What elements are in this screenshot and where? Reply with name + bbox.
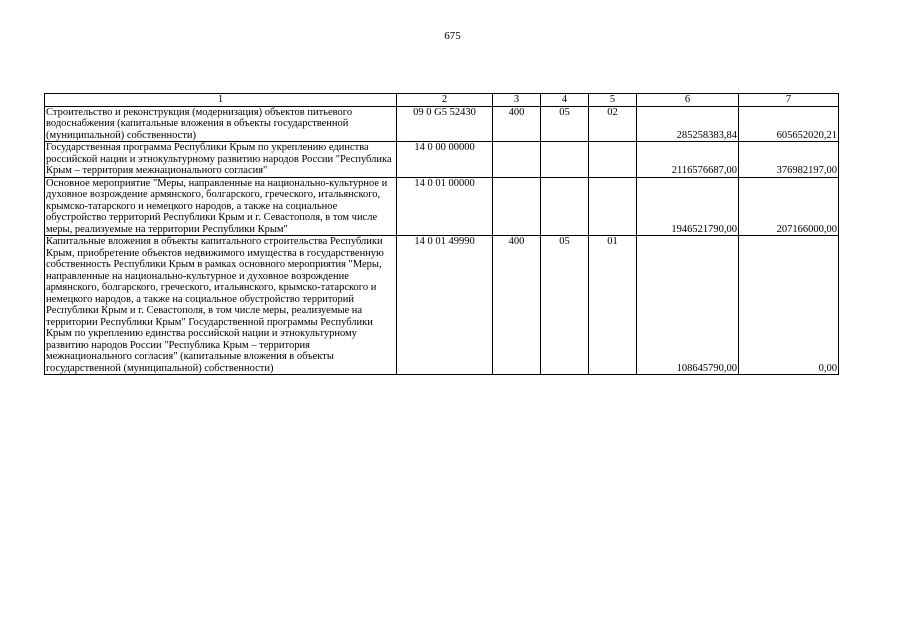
expense-type-code <box>493 142 541 178</box>
expense-type-code: 400 <box>493 236 541 375</box>
target-article-code: 14 0 01 00000 <box>397 177 493 236</box>
table-row <box>45 142 839 178</box>
column-header: 2 <box>397 94 493 107</box>
section-code <box>541 177 589 236</box>
row-description: Государственная программа Республики Крым по укреплению единства российской нации и этнокультурному развитию народов России "Республика Крым – территория межнационального согласия" <box>45 142 397 178</box>
column-header: 7 <box>739 94 839 107</box>
amount-col7: 0,00 <box>739 236 839 375</box>
table-row <box>45 106 839 142</box>
subsection-code: 02 <box>589 106 637 142</box>
subsection-code: 01 <box>589 236 637 375</box>
amount-col6: 1946521790,00 <box>637 177 739 236</box>
target-article-code: 14 0 00 00000 <box>397 142 493 178</box>
expense-type-code <box>493 177 541 236</box>
amount-col7: 207166000,00 <box>739 177 839 236</box>
budget-table <box>44 93 839 375</box>
section-code <box>541 142 589 178</box>
table-row <box>45 236 839 375</box>
table-row <box>45 177 839 236</box>
amount-col7: 376982197,00 <box>739 142 839 178</box>
target-article-code: 14 0 01 49990 <box>397 236 493 375</box>
row-description: Основное мероприятие "Меры, направленные на национально-культурное и духовное возрождение армянского, болгарского, греческого, итальянского, крымско-татарского и немецкого народов, а также на социальное обустройство территорий Республики Крым и г. Севастополя, в том числе меры, реализуемые на территории Республики Крым" <box>45 177 397 236</box>
expense-type-code: 400 <box>493 106 541 142</box>
column-header: 1 <box>45 94 397 107</box>
column-header: 6 <box>637 94 739 107</box>
amount-col6: 285258383,84 <box>637 106 739 142</box>
column-header: 3 <box>493 94 541 107</box>
section-code: 05 <box>541 236 589 375</box>
amount-col6: 108645790,00 <box>637 236 739 375</box>
section-code: 05 <box>541 106 589 142</box>
column-header: 4 <box>541 94 589 107</box>
subsection-code <box>589 177 637 236</box>
amount-col7: 605652020,21 <box>739 106 839 142</box>
target-article-code: 09 0 G5 52430 <box>397 106 493 142</box>
table-header-row <box>45 94 839 107</box>
row-description: Капитальные вложения в объекты капитального строительства Республики Крым, приобретение объектов недвижимого имущества в государственную собственность Республики Крым в рамках основного мероприятия "Меры, направленные на национально-культурное и духовное возрождение армянского, болгарского, греческого, итальянского, крымско-татарского и немецкого народов, а также на социальное обустройство территорий Республики Крым и г. Севастополя, в том числе меры, реализуемые на территории Республики Крым" Государственной программы Республики Крым по укреплению единства российской нации и этнокультурному развитию народов России "Республика Крым – территория межнационального согласия" (капитальные вложения в объекты государственной (муниципальной) собственности) <box>45 236 397 375</box>
page-number: 675 <box>444 30 461 42</box>
row-description: Строительство и реконструкция (модернизация) объектов питьевого водоснабжения (капитальные вложения в объекты государственной (муниципальной) собственности) <box>45 106 397 142</box>
column-header: 5 <box>589 94 637 107</box>
amount-col6: 2116576687,00 <box>637 142 739 178</box>
subsection-code <box>589 142 637 178</box>
